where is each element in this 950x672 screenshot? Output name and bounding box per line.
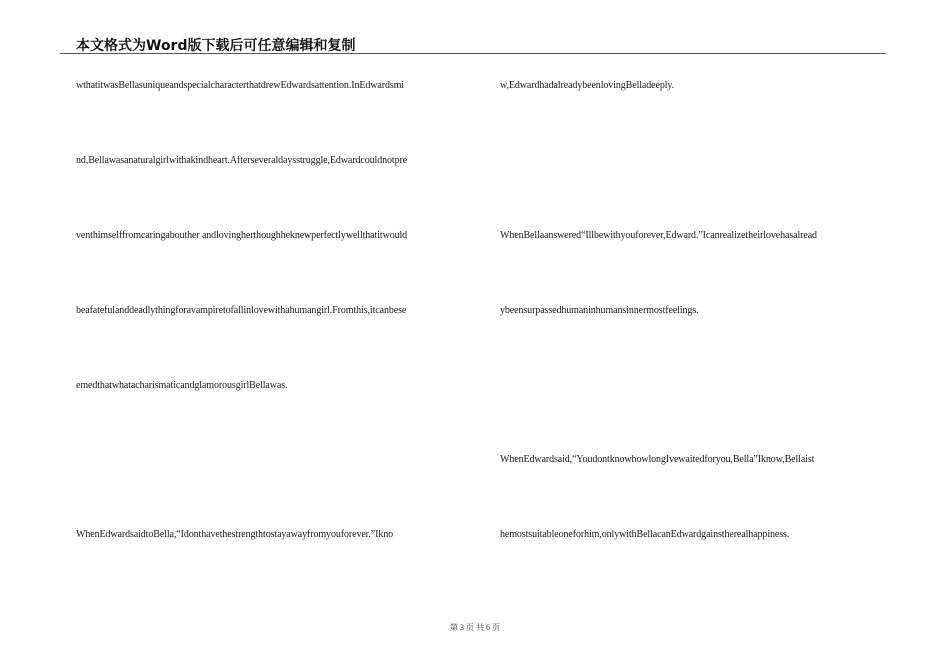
paragraph-line: ybeensurpassedhumaninhumansinnermostfeelings. [500,305,699,316]
paragraph-line: WhenEdwardsaid,“YoudontknowhowlongIvewaitedforyou,Bella”Iknow,Bellaist [500,454,815,465]
paragraph-line: wthatitwasBellasuniqueandspecialcharacterthatdrewEdwardsattention.InEdwardsmi [76,80,405,91]
page-number-footer: 第 3 页 共 6 页 [450,623,500,632]
header-divider [60,53,886,54]
paragraph-line: beafatefulanddeadlythingforavampiretofallinlovewithahumangirl.Fromthis,itcanbese [76,305,407,316]
paragraph-line: w,EdwardhadalreadybeenlovingBelladeeply. [500,80,675,91]
paragraph-line: hemostsuitableoneforhim,onlywithBellacanEdwardgainstherealhappiness. [500,529,790,540]
paragraph-line: WhenBellaanswered“Illbewithyouforever,Edward.”Icanrealizetheirlovehasalread [500,230,817,241]
document-header-title: 本文格式为Word版下载后可任意编辑和复制 [76,38,356,54]
paragraph-line: venthimselffromcaringabouther andlovingherthoughheknewperfectlywellthatitwould [76,230,408,241]
paragraph-line: emedthatwhatacharismaticandglamorousgirlBellawas. [76,380,288,391]
paragraph-line: nd,Bellawasanaturalgirlwithakindheart.Afterseveraldaysstruggle,Edwardcouldnotpre [76,155,408,166]
paragraph-line: WhenEdwardsaidtoBella,“Idonthavethestrengthtostayawayfromyouforever.”Ikno [76,529,394,540]
